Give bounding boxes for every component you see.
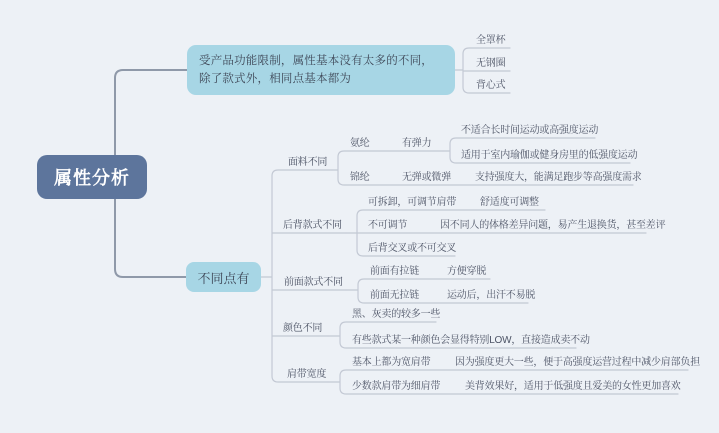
node-beauty-back[interactable]: 美背效果好，适用于低强度且爱美的女性更加喜欢 bbox=[465, 381, 681, 392]
node-spandex[interactable]: 氨纶 bbox=[350, 138, 370, 149]
root-node-attribute-analysis[interactable]: 属性分析 bbox=[37, 155, 147, 199]
branch-common-points[interactable]: 受产品功能限制，属性基本没有太多的不同，除了款式外，相同点基本都为 bbox=[187, 45, 455, 95]
node-nylon[interactable]: 锦纶 bbox=[350, 172, 370, 183]
branch-differences[interactable]: 不同点有 bbox=[186, 262, 261, 292]
node-color-difference[interactable]: 颜色不同 bbox=[283, 323, 323, 334]
node-reduce-shoulder-burden[interactable]: 因为强度更大一些，便于高强度运营过程中减少肩部负担 bbox=[455, 357, 700, 368]
node-high-strength-support[interactable]: 支持强度大，能满足跑步等高强度需求 bbox=[475, 172, 642, 183]
node-front-zipper[interactable]: 前面有拉链 bbox=[370, 266, 419, 277]
node-inelastic[interactable]: 无弹或微弹 bbox=[402, 172, 451, 183]
node-low-color-unsold[interactable]: 有些款式某一种颜色会显得特别LOW，直接造成卖不动 bbox=[352, 335, 590, 346]
node-elastic[interactable]: 有弹力 bbox=[402, 138, 432, 149]
node-adjustable-comfort[interactable]: 舒适度可调整 bbox=[480, 197, 539, 208]
node-strap-width[interactable]: 肩带宽度 bbox=[287, 369, 327, 380]
node-returns-risk[interactable]: 因不同人的体格差异问题，易产生退换货，甚至差评 bbox=[440, 220, 666, 231]
node-hard-remove-sweat[interactable]: 运动后，出汗不易脱 bbox=[447, 290, 536, 301]
node-fabric-difference[interactable]: 面料不同 bbox=[288, 157, 328, 168]
node-full-cup[interactable]: 全罩杯 bbox=[476, 35, 506, 46]
node-back-cross[interactable]: 后背交叉或不可交叉 bbox=[368, 243, 457, 254]
node-black-gray-sell-more[interactable]: 黑、灰卖的较多一些 bbox=[352, 309, 441, 320]
node-easy-wear[interactable]: 方便穿脱 bbox=[447, 266, 487, 277]
node-back-style-difference[interactable]: 后背款式不同 bbox=[283, 220, 342, 231]
node-for-indoor-yoga[interactable]: 适用于室内瑜伽或健身房里的低强度运动 bbox=[461, 150, 638, 161]
node-detachable-straps[interactable]: 可拆卸，可调节肩带 bbox=[368, 197, 457, 208]
node-no-front-zipper[interactable]: 前面无拉链 bbox=[370, 290, 419, 301]
node-wide-straps[interactable]: 基本上都为宽肩带 bbox=[352, 357, 431, 368]
node-not-for-long-exercise[interactable]: 不适合长时间运动或高强度运动 bbox=[461, 125, 599, 136]
node-front-style-difference[interactable]: 前面款式不同 bbox=[284, 277, 343, 288]
node-thin-straps[interactable]: 少数款肩带为细肩带 bbox=[352, 381, 441, 392]
node-vest-style[interactable]: 背心式 bbox=[476, 80, 506, 91]
node-non-adjustable[interactable]: 不可调节 bbox=[368, 220, 408, 231]
node-no-underwire[interactable]: 无钢圈 bbox=[476, 58, 506, 69]
